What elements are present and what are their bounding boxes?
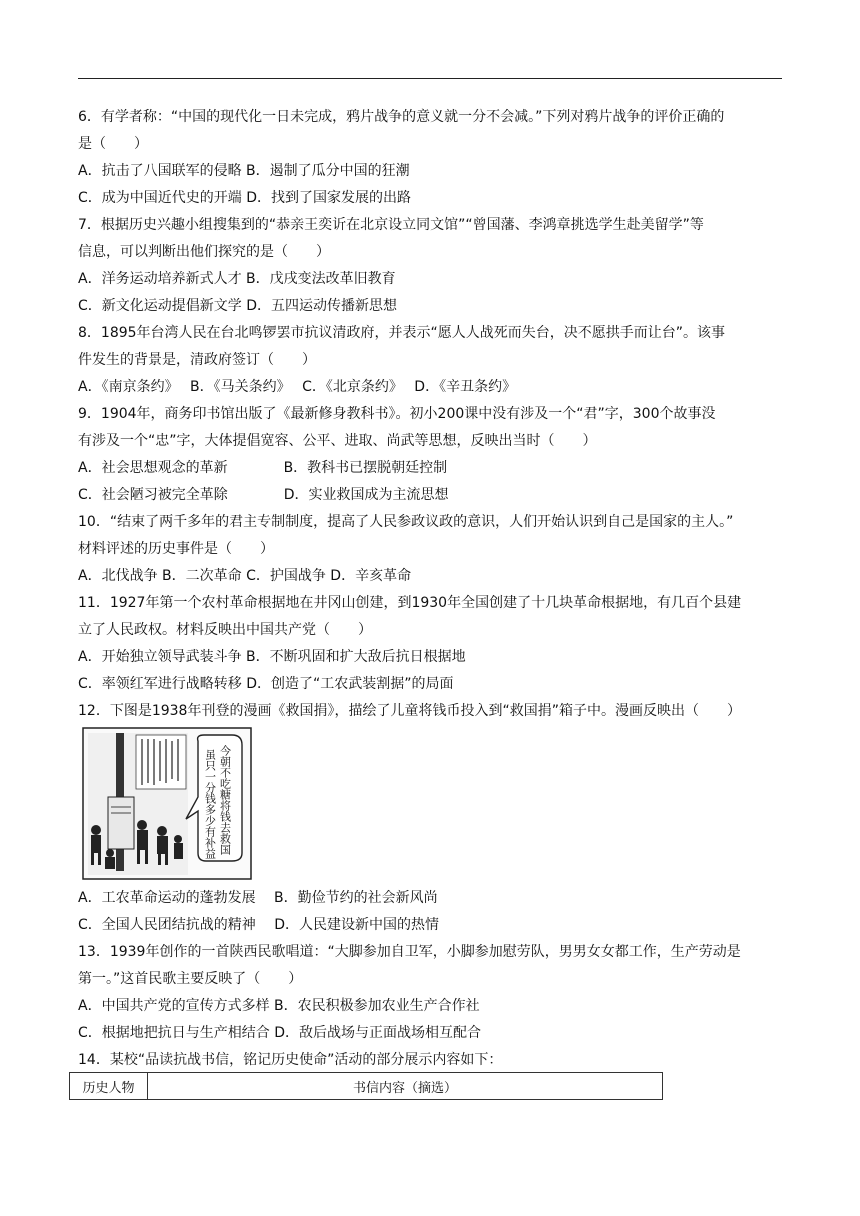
q9-stem-line2: 有涉及一个“忠”字，大体提倡宽容、公平、进取、尚武等思想，反映出当时（ ） — [78, 433, 597, 449]
q6-stem-line1: 6．有学者称：“中国的现代化一日未完成，鸦片战争的意义就一分不会减。”下列对鸦片战争的评价正确的 — [78, 109, 725, 125]
q6-options-ab: A．抗击了八国联军的侵略 B．遏制了瓜分中国的狂潮 — [78, 163, 410, 179]
q7-options-ab: A．洋务运动培养新式人才 B．戊戌变法改革旧教育 — [78, 271, 396, 287]
table-header-row — [70, 1073, 663, 1100]
q7-options-cd: C．新文化运动提倡新文学 D．五四运动传播新思想 — [78, 298, 398, 314]
q11-stem-line2: 立了人民政权。材料反映出中国共产党（ ） — [78, 622, 372, 638]
q10-options: A．北伐战争 B．二次革命 C．护国战争 D．辛亥革命 — [78, 568, 412, 584]
q9-stem-line1: 9．1904年，商务印书馆出版了《最新修身教科书》。初小200课中没有涉及一个“君”字，300个故事没 — [78, 406, 716, 422]
q9-options-ab: A．社会思想观念的革新 B．教科书已摆脱朝廷控制 — [78, 460, 448, 476]
q7-stem-line2: 信息，可以判断出他们探究的是（ ） — [78, 244, 330, 260]
q13-stem-line1: 13．1939年创作的一首陕西民歌唱道：“大脚参加自卫军，小脚参加慰劳队，男男女女都工作，生产劳动是 — [78, 944, 741, 960]
q13-options-ab: A．中国共产党的宣传方式多样 B．农民积极参加农业生产合作社 — [78, 998, 480, 1014]
q13-stem-line2: 第一。”这首民歌主要反映了（ ） — [78, 971, 303, 987]
q6-stem-line2: 是（ ） — [78, 136, 148, 152]
q12-options-cd: C．全国人民团结抗战的精神 D．人民建设新中国的热情 — [78, 917, 440, 933]
q9-options-cd: C．社会陋习被完全革除 D．实业救国成为主流思想 — [78, 487, 449, 503]
q13-options-cd: C．根据地把抗日与生产相结合 D．敌后战场与正面战场相互配合 — [78, 1025, 482, 1041]
q10-stem-line2: 材料评述的历史事件是（ ） — [78, 541, 274, 557]
q8-stem-line1: 8．1895年台湾人民在台北鸣锣罢市抗议清政府，并表示“愿人人战死而失台，决不愿拱手而让台”。该事 — [78, 325, 726, 341]
q12-options-ab: A．工农革命运动的蓬勃发展 B．勤俭节约的社会新风尚 — [78, 890, 438, 906]
speech-column-1: 今朝不吃糖将钱去救国 — [218, 745, 232, 855]
q11-options-ab: A．开始独立领导武装斗争 B．不断巩固和扩大敌后抗日根据地 — [78, 649, 466, 665]
q8-stem-line2: 件发生的背景是，清政府签订（ ） — [78, 352, 316, 368]
header-rule — [78, 78, 782, 79]
q6-options-cd: C．成为中国近代史的开端 D．找到了国家发展的出路 — [78, 190, 412, 206]
q11-stem-line1: 11．1927年第一个农村革命根据地在井冈山创建，到1930年全国创建了十几块革命根据地，有几百个县建 — [78, 595, 742, 611]
letters-table — [69, 1072, 663, 1100]
q12-stem: 12．下图是1938年刊登的漫画《救国捐》，描绘了儿童将钱币投入到“救国捐”箱子中。漫画反映出（ ） — [78, 703, 741, 719]
q7-stem-line1: 7．根据历史兴趣小组搜集到的“恭亲王奕䜣在北京设立同文馆”“曾国藩、李鸿章挑选学生赴美留学”等 — [78, 217, 704, 233]
q11-options-cd: C．率领红军进行战略转移 D．创造了“工农武装割据”的局面 — [78, 676, 454, 692]
q14-stem: 14．某校“品读抗战书信，铭记历史使命”活动的部分展示内容如下： — [78, 1052, 503, 1068]
speech-column-2: 虽只一分钱多少有补益 — [203, 749, 217, 859]
q10-stem-line1: 10．“结束了两千多年的君主专制制度，提高了人民参政议政的意识，人们开始认识到自己是国家的主人。” — [78, 514, 734, 530]
jiuguojuan-cartoon — [82, 727, 252, 880]
table-header-content: 书信内容（摘选） — [148, 1073, 663, 1100]
q8-options: A．《南京条约》 B．《马关条约》 C．《北京条约》 D．《辛丑条约》 — [78, 379, 517, 395]
table-header-figure: 历史人物 — [70, 1073, 148, 1100]
